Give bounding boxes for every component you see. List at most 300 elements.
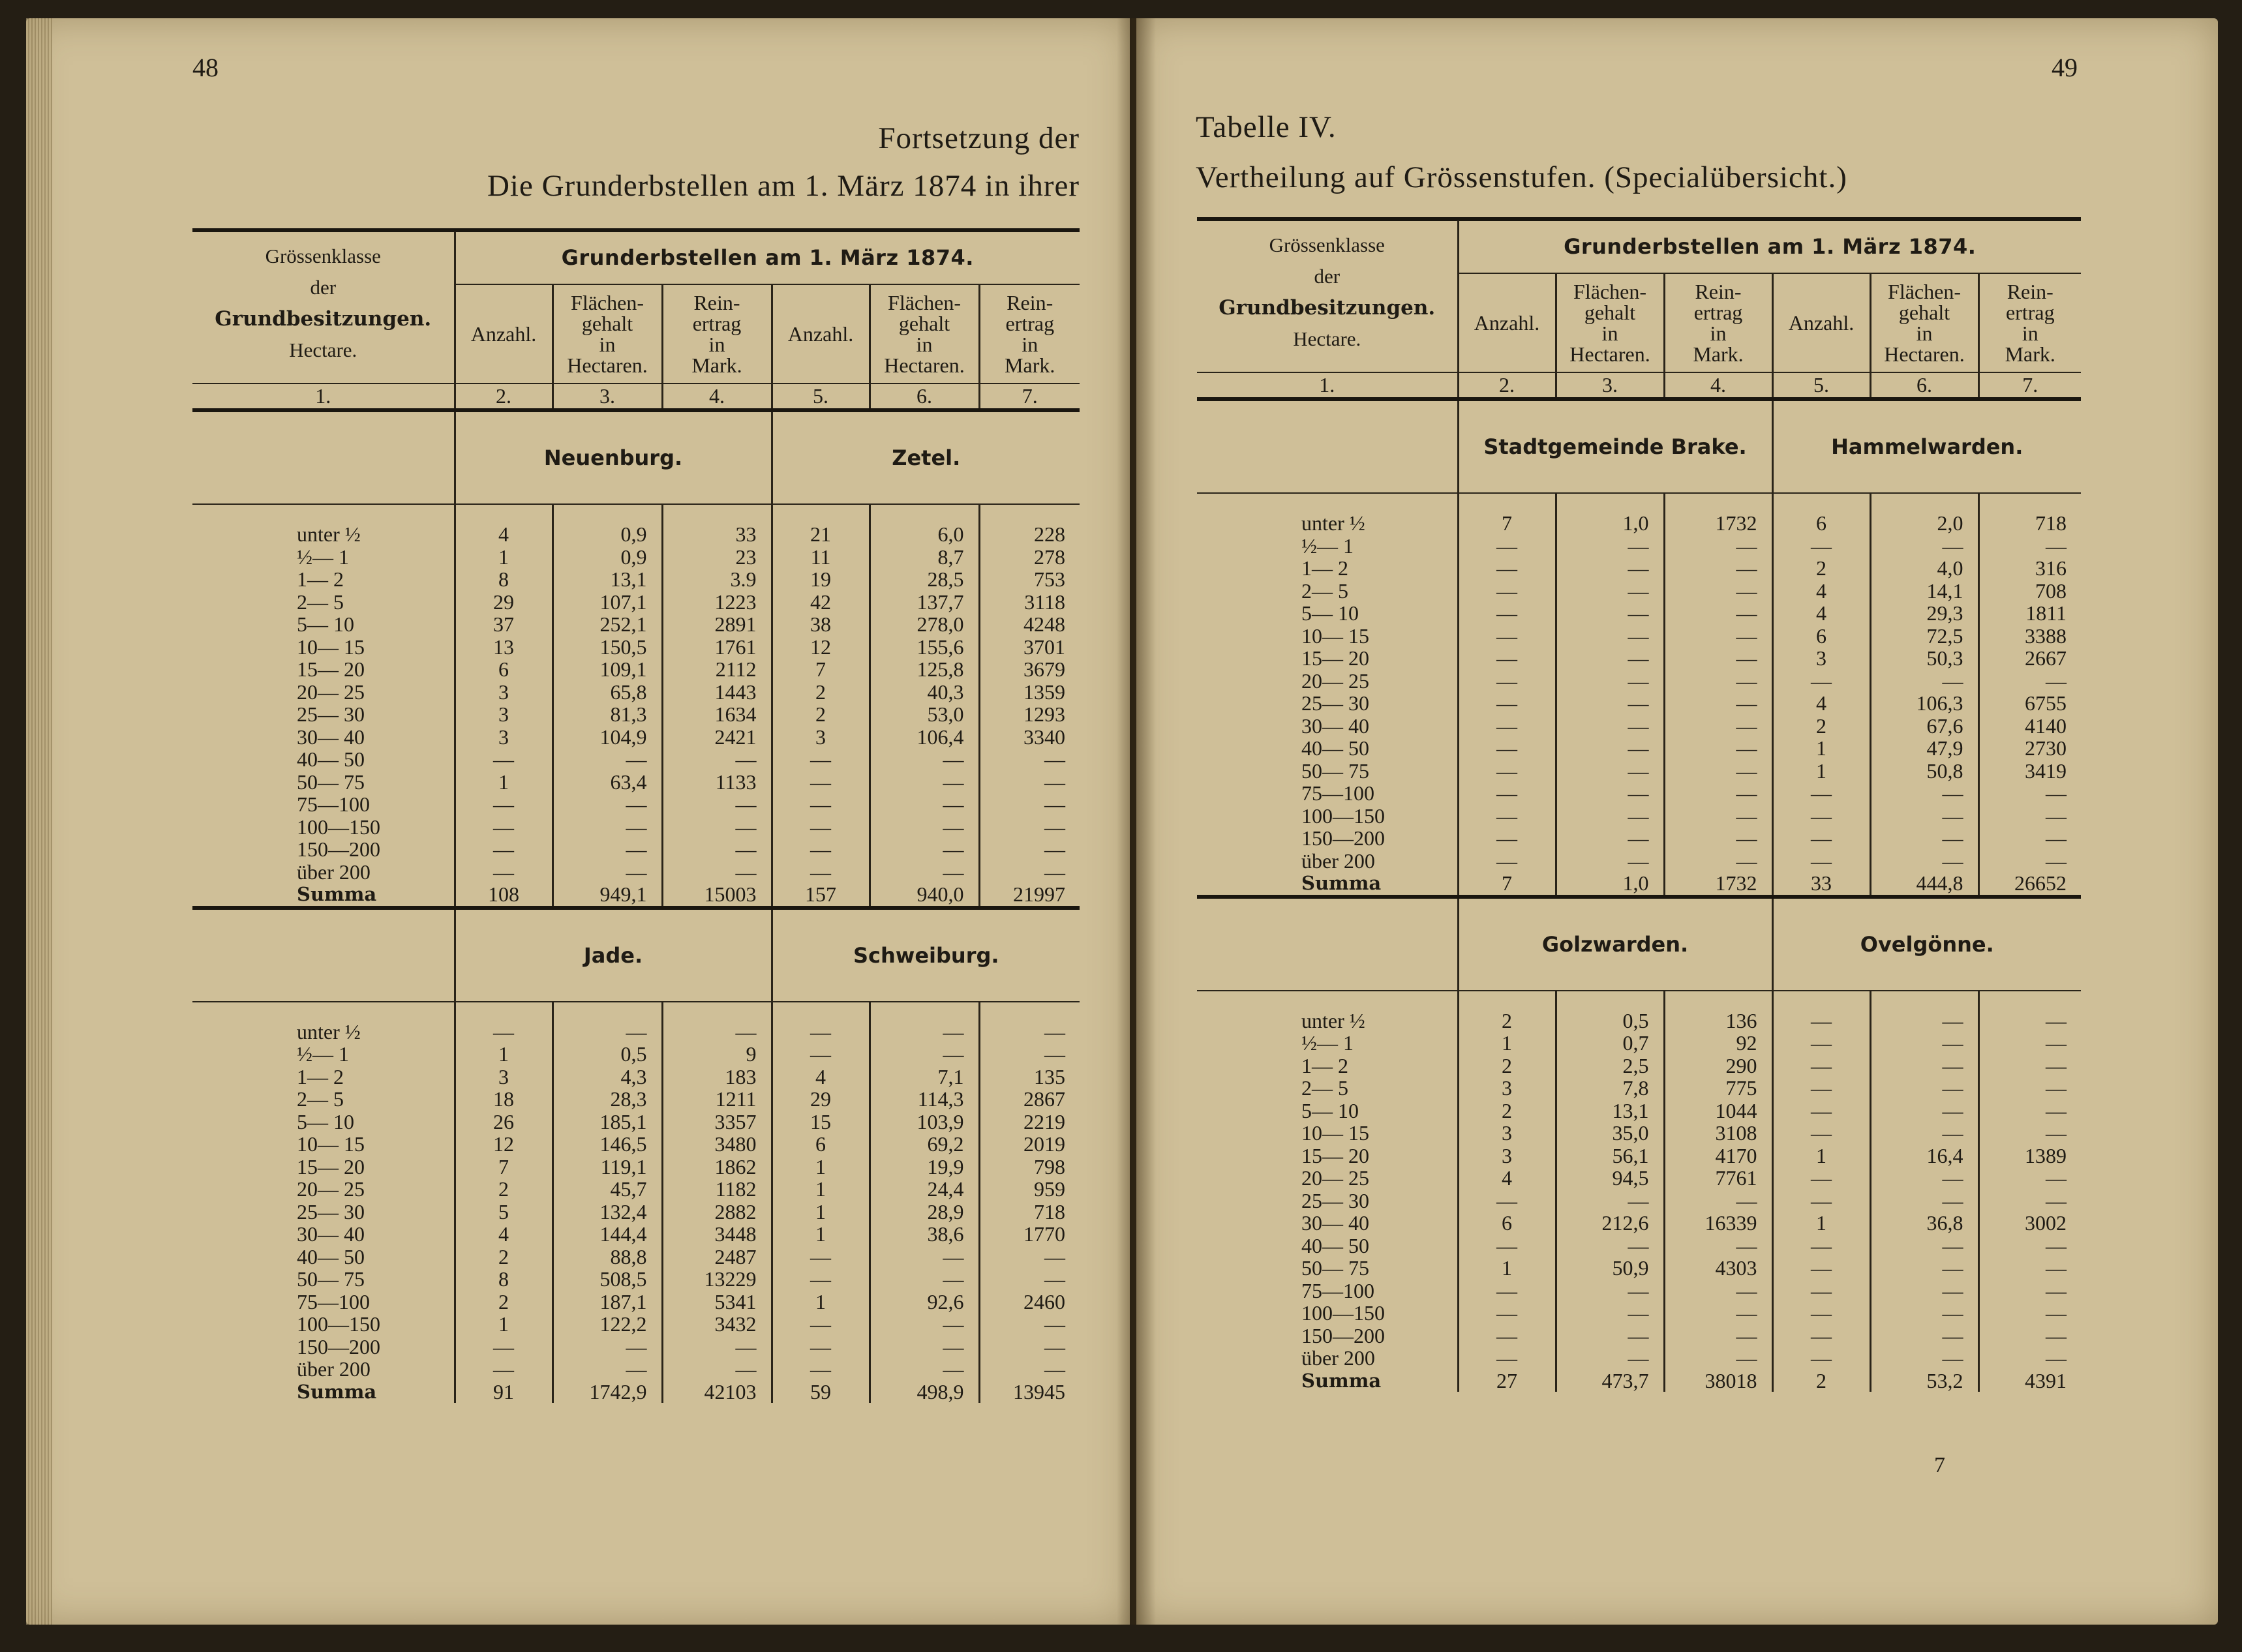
cell-flaeche: —	[626, 1334, 647, 1359]
header-flaechen-line: Hectaren.	[1884, 342, 1965, 366]
header-flaechen-line: Hectaren.	[884, 353, 965, 377]
cell-flaeche: 155,6	[916, 635, 964, 659]
cell-anzahl: —	[810, 792, 831, 816]
size-class-label: 10— 15	[297, 1132, 365, 1156]
cell-anzahl: 1	[815, 1154, 826, 1179]
cell-flaeche: —	[626, 747, 647, 771]
cell-rein: 1389	[2025, 1143, 2067, 1167]
cell-flaeche: —	[943, 815, 964, 839]
cell-sum-flaeche: 940,0	[916, 882, 964, 906]
column-anzahl	[1458, 991, 1556, 1392]
column-number: 2.	[1458, 372, 1556, 399]
size-class-label: 20— 25	[297, 680, 365, 704]
header-flaechen-line: Hectaren.	[1569, 342, 1650, 366]
cell-rein: —	[2046, 1346, 2067, 1370]
cell-flaeche: —	[1942, 1301, 1963, 1325]
cell-anzahl: —	[493, 747, 514, 771]
cell-anzahl: 4	[1502, 1166, 1512, 1190]
column-anzahl	[772, 504, 870, 908]
section-title: Zetel.	[772, 410, 1080, 504]
cell-rein: —	[1736, 781, 1757, 805]
cell-rein: 2667	[2025, 646, 2067, 670]
cell-flaeche: 72,5	[1926, 623, 1963, 648]
cell-anzahl: —	[810, 837, 831, 861]
cell-anzahl: 6	[1816, 511, 1826, 535]
cell-anzahl: 18	[493, 1087, 514, 1111]
cell-flaeche: —	[626, 1357, 647, 1381]
cell-anzahl: —	[1811, 1323, 1832, 1347]
cell-sum-rein: 4391	[2025, 1368, 2067, 1392]
size-class-label: ½— 1	[297, 1042, 349, 1066]
cell-flaeche: 4,3	[620, 1064, 647, 1089]
cell-rein: —	[1736, 1323, 1757, 1347]
cell-sum-anzahl: 91	[493, 1379, 514, 1404]
cell-flaeche: 278,0	[916, 612, 964, 636]
size-class-label: unter ½	[1301, 511, 1365, 535]
cell-flaeche: 16,4	[1926, 1143, 1963, 1167]
header-flaechen-line: gehalt	[1584, 301, 1636, 324]
size-class-label: 40— 50	[297, 747, 365, 771]
cell-rein: 92	[1736, 1031, 1757, 1055]
section-title: Stadtgemeinde Brake.	[1458, 399, 1772, 493]
cell-sum-anzahl: 33	[1811, 871, 1832, 895]
cell-flaeche: —	[1942, 1323, 1963, 1347]
column-number: 3.	[553, 383, 662, 410]
cell-flaeche: 0,5	[620, 1042, 647, 1066]
size-class-label: 20— 25	[297, 1177, 365, 1201]
cell-rein: 1044	[1715, 1098, 1757, 1122]
cell-rein: —	[1044, 1334, 1066, 1359]
column-number: 7.	[1978, 372, 2081, 399]
column-anzahl	[772, 1002, 870, 1404]
cell-flaeche: —	[1628, 1278, 1649, 1302]
cell-anzahl: 3	[1502, 1076, 1512, 1100]
cell-flaeche: —	[1628, 803, 1649, 828]
cell-flaeche: 119,1	[600, 1154, 647, 1179]
size-class-label: 20— 25	[1301, 1166, 1369, 1190]
cell-anzahl: —	[1496, 623, 1517, 648]
cell-anzahl: 7	[1502, 511, 1512, 535]
cell-flaeche: 6,0	[937, 522, 964, 546]
header-rein	[979, 284, 1080, 383]
cell-rein: 278	[1034, 545, 1066, 569]
cell-rein: —	[2046, 1256, 2067, 1280]
cell-rein: —	[1736, 849, 1757, 873]
cell-anzahl: 1	[1816, 1143, 1826, 1167]
header-group-title: Grunderbstellen am 1. März 1874.	[455, 232, 1080, 284]
header-rein-line: Rein-	[1695, 280, 1742, 303]
cell-anzahl: 21	[810, 522, 831, 546]
cell-flaeche: 2,5	[1622, 1053, 1649, 1077]
cell-rein: 1862	[714, 1154, 757, 1179]
column-flaeche	[553, 1002, 662, 1404]
summa-label: Summa	[1301, 1369, 1382, 1392]
size-class-label: 100—150	[1301, 1301, 1385, 1325]
cell-sum-anzahl: 108	[488, 882, 519, 906]
cell-anzahl: 26	[493, 1109, 514, 1134]
cell-anzahl: —	[810, 815, 831, 839]
cell-flaeche: —	[1942, 533, 1963, 558]
cell-rein: —	[735, 747, 757, 771]
cell-rein: 718	[1034, 1199, 1066, 1224]
cell-anzahl: —	[493, 815, 514, 839]
cell-anzahl: —	[1811, 1053, 1832, 1077]
cell-anzahl: 12	[493, 1132, 514, 1156]
size-class-label: 30— 40	[1301, 713, 1369, 738]
cell-flaeche: 187,1	[599, 1289, 647, 1314]
header-rein-line: ertrag	[1693, 301, 1743, 324]
cell-flaeche: 185,1	[599, 1109, 647, 1134]
header-size-class-line: der	[310, 276, 337, 299]
cell-flaeche: —	[1942, 1278, 1963, 1302]
cell-rein: 3701	[1023, 635, 1066, 659]
cell-anzahl: 42	[810, 590, 831, 614]
cell-rein: —	[2046, 1121, 2067, 1145]
cell-anzahl: 6	[1816, 623, 1826, 648]
cell-flaeche: 94,5	[1612, 1166, 1649, 1190]
column-anzahl	[455, 504, 553, 908]
cell-flaeche: —	[1628, 1323, 1649, 1347]
cell-flaeche: 53,0	[927, 702, 964, 726]
column-flaeche	[870, 1002, 979, 1404]
cell-flaeche: 29,3	[1926, 601, 1963, 625]
cell-anzahl: 29	[810, 1087, 831, 1111]
cell-rein: —	[1044, 860, 1066, 884]
cell-anzahl: —	[1811, 1301, 1832, 1325]
header-size-class	[192, 232, 455, 383]
cell-sum-flaeche: 1,0	[1622, 871, 1649, 895]
cell-rein: 4303	[1715, 1256, 1757, 1280]
cell-rein: 1761	[714, 635, 757, 659]
cell-flaeche: 50,3	[1926, 646, 1963, 670]
cell-flaeche: —	[1942, 1188, 1963, 1212]
cell-flaeche: 2,0	[1937, 511, 1963, 535]
cell-flaeche: 50,9	[1612, 1256, 1649, 1280]
cell-flaeche: 88,8	[610, 1244, 647, 1269]
cell-anzahl: 8	[498, 567, 509, 591]
cell-rein: 136	[1725, 1008, 1757, 1032]
cell-sum-rein: 21997	[1013, 882, 1066, 906]
cell-anzahl: 1	[498, 770, 509, 794]
cell-rein: 1634	[714, 702, 757, 726]
cell-rein: —	[1736, 1233, 1757, 1257]
cell-sum-rein: 42103	[704, 1379, 757, 1404]
column-rein	[1664, 493, 1772, 897]
header-size-class-line: der	[1314, 265, 1341, 288]
header-rein-line: Mark.	[1693, 342, 1744, 366]
size-class-label: 150—200	[297, 837, 380, 861]
cell-flaeche: 69,2	[927, 1132, 964, 1156]
size-class-label: unter ½	[297, 522, 361, 546]
cell-flaeche: —	[943, 1042, 964, 1066]
cell-rein: 2891	[714, 612, 757, 636]
cell-flaeche: —	[1628, 623, 1649, 648]
cell-rein: 2421	[714, 725, 757, 749]
left-heading-line1: Fortsetzung der	[878, 121, 1080, 155]
cell-rein: 316	[2035, 556, 2067, 580]
column-rein	[662, 504, 772, 908]
cell-flaeche: —	[1942, 1233, 1963, 1257]
cell-anzahl: —	[493, 1334, 514, 1359]
cell-anzahl: —	[1811, 668, 1832, 693]
cell-flaeche: 7,1	[937, 1064, 964, 1089]
cell-anzahl: —	[1496, 1301, 1517, 1325]
cell-flaeche: —	[1628, 758, 1649, 783]
cell-rein: —	[735, 837, 757, 861]
header-size-class-line: Grundbesitzungen.	[215, 307, 432, 331]
cell-rein: —	[2046, 1053, 2067, 1077]
header-flaechen-line: gehalt	[898, 312, 950, 335]
cell-rein: 3448	[714, 1222, 757, 1246]
cell-anzahl: —	[810, 1244, 831, 1269]
cell-flaeche: 104,9	[599, 725, 647, 749]
summa-label: Summa	[1301, 872, 1382, 894]
cell-flaeche: 8,7	[937, 545, 964, 569]
cell-flaeche: 40,3	[927, 680, 964, 704]
size-class-label: 15— 20	[1301, 646, 1369, 670]
book-edge	[26, 18, 52, 1625]
header-flaechen-line: Flächen-	[888, 291, 961, 314]
cell-flaeche: 144,4	[599, 1222, 647, 1246]
cell-flaeche: 28,9	[927, 1199, 964, 1224]
cell-rein: 4140	[2025, 713, 2067, 738]
cell-rein: —	[2046, 1076, 2067, 1100]
column-rein	[662, 1002, 772, 1404]
cell-flaeche: —	[943, 837, 964, 861]
column-number: 7.	[979, 383, 1080, 410]
header-group-title: Grunderbstellen am 1. März 1874.	[1458, 220, 2081, 273]
header-rein-line: in	[1022, 333, 1038, 356]
cell-flaeche: —	[1942, 1053, 1963, 1077]
cell-flaeche: 132,4	[599, 1199, 647, 1224]
header-flaechen-line: Flächen-	[1573, 280, 1646, 303]
cell-rein: 718	[2035, 511, 2067, 535]
cell-flaeche: —	[1628, 713, 1649, 738]
cell-rein: —	[2046, 803, 2067, 828]
cell-anzahl: —	[810, 860, 831, 884]
size-class-label: 10— 15	[1301, 1121, 1369, 1145]
cell-rein: —	[1736, 578, 1757, 603]
cell-anzahl: 3	[1502, 1121, 1512, 1145]
cell-rein: —	[1736, 736, 1757, 760]
column-anzahl	[1772, 991, 1870, 1392]
cell-anzahl: 2	[498, 1289, 509, 1314]
header-rein-line: ertrag	[2005, 301, 2055, 324]
cell-anzahl: 3	[815, 725, 826, 749]
cell-flaeche: 150,5	[599, 635, 647, 659]
cell-anzahl: 1	[815, 1222, 826, 1246]
cell-rein: —	[1044, 1042, 1066, 1066]
cell-anzahl: —	[1496, 849, 1517, 873]
size-class-label: 1— 2	[297, 567, 344, 591]
cell-rein: —	[1044, 1244, 1066, 1269]
cell-rein: 2882	[714, 1199, 757, 1224]
size-class-label: 25— 30	[297, 1199, 365, 1224]
cell-rein: 290	[1725, 1053, 1757, 1077]
size-class-label: 2— 5	[297, 1087, 344, 1111]
cell-sum-flaeche: 1742,9	[589, 1379, 647, 1404]
summa-label: Summa	[297, 1380, 377, 1403]
size-class-label: 25— 30	[1301, 1188, 1369, 1212]
cell-anzahl: —	[1496, 736, 1517, 760]
cell-anzahl: 1	[498, 1312, 509, 1336]
column-rein	[1978, 493, 2081, 897]
column-flaeche	[1870, 493, 1978, 897]
cell-rein: —	[735, 1357, 757, 1381]
header-flaechen-line: in	[1916, 322, 1933, 345]
cell-anzahl: 2	[1502, 1098, 1512, 1122]
size-class-label: ½— 1	[1301, 1031, 1354, 1055]
cell-rein: —	[735, 1334, 757, 1359]
cell-anzahl: 2	[1502, 1008, 1512, 1032]
size-class-label: 2— 5	[297, 590, 344, 614]
size-class-label: 25— 30	[297, 702, 365, 726]
cell-flaeche: 92,6	[927, 1289, 964, 1314]
cell-sum-flaeche: 473,7	[1601, 1368, 1649, 1392]
cell-anzahl: 1	[1816, 736, 1826, 760]
page-number-right: 49	[2052, 53, 2078, 82]
cell-rein: —	[2046, 1233, 2067, 1257]
header-rein-line: Rein-	[693, 291, 740, 314]
cell-anzahl: 19	[810, 567, 831, 591]
size-class-label: 75—100	[1301, 1278, 1374, 1302]
size-class-label: 25— 30	[1301, 691, 1369, 715]
cell-flaeche: —	[943, 1312, 964, 1336]
size-class-label: 5— 10	[1301, 1098, 1359, 1122]
left-statistics-table	[192, 232, 1080, 1403]
cell-anzahl: 3	[498, 1064, 509, 1089]
cell-rein: 1359	[1023, 680, 1066, 704]
size-class-label: 40— 50	[1301, 1233, 1369, 1257]
cell-flaeche: —	[1628, 646, 1649, 670]
cell-rein: —	[1736, 758, 1757, 783]
cell-rein: 4248	[1023, 612, 1066, 636]
cell-rein: 798	[1034, 1154, 1066, 1179]
cell-anzahl: —	[1811, 803, 1832, 828]
column-rein	[979, 1002, 1080, 1404]
cell-flaeche: —	[943, 792, 964, 816]
cell-flaeche: 212,6	[1601, 1211, 1649, 1235]
right-heading-line2: Vertheilung auf Grössenstufen. (Specialübersicht.)	[1196, 160, 1847, 194]
cell-anzahl: 7	[815, 657, 826, 681]
cell-anzahl: —	[1496, 601, 1517, 625]
size-class-label: 75—100	[297, 1289, 370, 1314]
cell-flaeche: 14,1	[1926, 578, 1963, 603]
header-anzahl: Anzahl.	[1458, 273, 1556, 372]
cell-sum-anzahl: 27	[1496, 1368, 1517, 1392]
section-title: Hammelwarden.	[1772, 399, 2081, 493]
cell-rein: —	[1736, 623, 1757, 648]
cell-sum-anzahl: 2	[1816, 1368, 1826, 1392]
section-title: Golzwarden.	[1458, 897, 1772, 991]
cell-flaeche: 4,0	[1937, 556, 1963, 580]
cell-anzahl: —	[810, 1019, 831, 1044]
cell-anzahl: —	[1496, 1278, 1517, 1302]
cell-anzahl: 6	[498, 657, 509, 681]
cell-rein: —	[1736, 668, 1757, 693]
cell-rein: 1223	[714, 590, 757, 614]
cell-rein: 6755	[2025, 691, 2067, 715]
cell-rein: —	[2046, 1008, 2067, 1032]
cell-anzahl: 1	[1816, 1211, 1826, 1235]
cell-rein: —	[1736, 826, 1757, 850]
cell-flaeche: 63,4	[610, 770, 647, 794]
cell-flaeche: —	[1942, 1098, 1963, 1122]
size-class-label: 50— 75	[1301, 758, 1369, 783]
cell-anzahl: —	[493, 1019, 514, 1044]
cell-rein: 3002	[2025, 1211, 2067, 1235]
cell-rein: 1182	[715, 1177, 757, 1201]
cell-sum-flaeche: 444,8	[1916, 871, 1963, 895]
header-flaechen-line: gehalt	[581, 312, 633, 335]
cell-sum-anzahl: 157	[805, 882, 836, 906]
cell-rein: —	[1044, 815, 1066, 839]
cell-anzahl: 1	[498, 545, 509, 569]
cell-anzahl: —	[1496, 578, 1517, 603]
cell-sum-flaeche: 53,2	[1926, 1368, 1963, 1392]
cell-anzahl: —	[1496, 1346, 1517, 1370]
cell-anzahl: 7	[498, 1154, 509, 1179]
cell-anzahl: —	[1496, 803, 1517, 828]
cell-flaeche: 0,7	[1622, 1031, 1649, 1055]
size-class-label: 75—100	[297, 792, 370, 816]
cell-flaeche: —	[626, 815, 647, 839]
size-class-label: 1— 2	[1301, 1053, 1348, 1077]
column-flaeche	[1556, 991, 1664, 1392]
size-class-label: 15— 20	[297, 1154, 365, 1179]
cell-flaeche: 65,8	[610, 680, 647, 704]
size-class-column	[192, 1002, 455, 1404]
cell-flaeche: —	[943, 770, 964, 794]
header-size-class	[1197, 220, 1458, 372]
column-anzahl	[1772, 493, 1870, 897]
size-class-label: 5— 10	[1301, 601, 1359, 625]
cell-rein: 1133	[715, 770, 757, 794]
column-anzahl	[1458, 493, 1556, 897]
header-rein-line: ertrag	[692, 312, 742, 335]
header-rein-line: in	[708, 333, 725, 356]
right-heading-line1: Tabelle IV.	[1196, 110, 1337, 144]
cell-flaeche: —	[1942, 826, 1963, 850]
cell-anzahl: —	[1496, 556, 1517, 580]
cell-rein: 3679	[1023, 657, 1066, 681]
cell-anzahl: —	[1811, 781, 1832, 805]
cell-rein: 3480	[714, 1132, 757, 1156]
cell-rein: —	[1044, 792, 1066, 816]
cell-flaeche: 106,3	[1916, 691, 1963, 715]
column-flaeche	[1556, 493, 1664, 897]
cell-rein: —	[2046, 1098, 2067, 1122]
cell-anzahl: —	[1496, 781, 1517, 805]
cell-flaeche: 45,7	[610, 1177, 647, 1201]
cell-flaeche: 106,4	[916, 725, 964, 749]
column-anzahl	[455, 1002, 553, 1404]
cell-rein: 16339	[1704, 1211, 1757, 1235]
size-class-column	[1197, 991, 1458, 1392]
cell-anzahl: —	[493, 792, 514, 816]
cell-flaeche: —	[1942, 1121, 1963, 1145]
column-flaeche	[870, 504, 979, 908]
cell-sum-rein: 15003	[704, 882, 757, 906]
cell-anzahl: 3	[1502, 1143, 1512, 1167]
header-flaechen-line: Hectaren.	[567, 353, 648, 377]
cell-rein: 959	[1034, 1177, 1066, 1201]
cell-rein: 13229	[704, 1267, 757, 1291]
cell-rein: 23	[735, 545, 757, 569]
header-rein-line: Rein-	[1007, 291, 1053, 314]
size-class-label: 20— 25	[1301, 668, 1369, 693]
cell-anzahl: —	[1811, 1076, 1832, 1100]
